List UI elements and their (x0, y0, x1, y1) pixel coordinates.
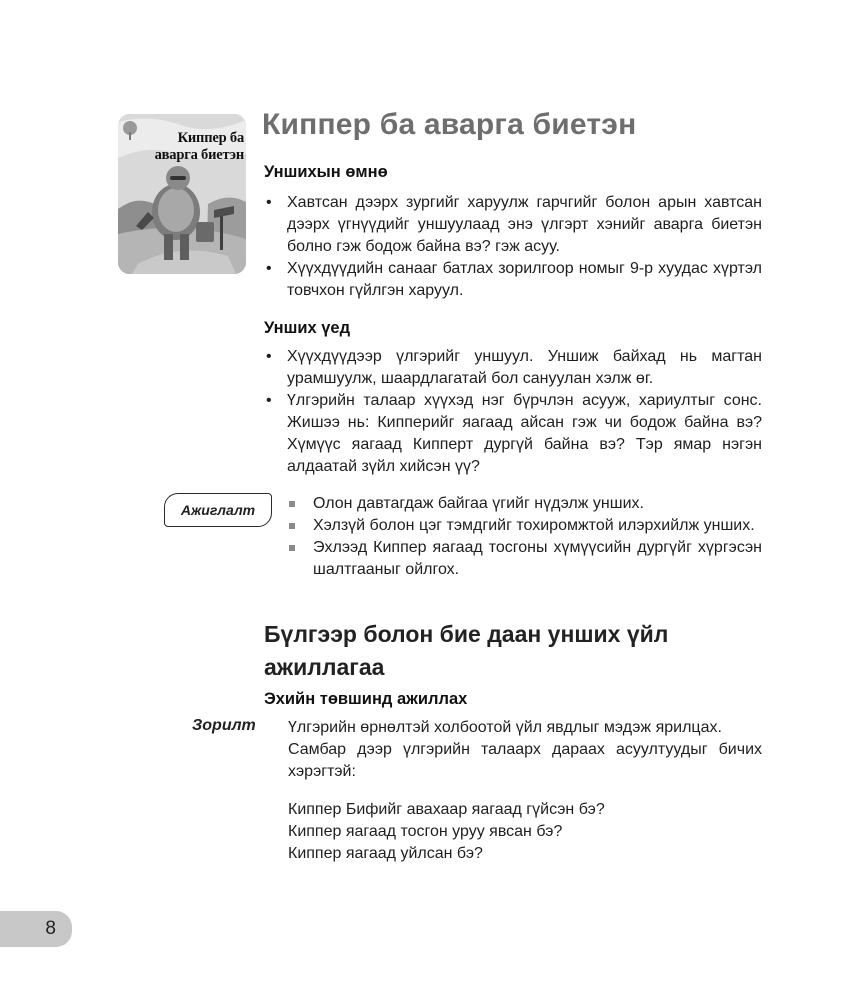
section-heading: Бүлгээр болон бие даан унших үйл ажиллагаа (264, 621, 669, 680)
section-subheading: Эхийн төвшинд ажиллах (264, 690, 468, 708)
book-cover-image (118, 114, 246, 274)
page-title: Киппер ба аварга биетэн (262, 108, 637, 141)
before-reading-heading: Уншихын өмнө (264, 163, 388, 181)
question-item: Киппер Бифийг авахаар яагаад гүйсэн бэ? (288, 801, 605, 818)
list-item: • Хүүхдүүдийн санааг батлах зорилгоор номыг 9-р хуудас хүртэл товчхон гүйлгэн харуул. (264, 258, 762, 302)
cover-title-line: Киппер ба (177, 130, 244, 146)
page-number: 8 (0, 911, 72, 947)
cover-title (136, 130, 244, 164)
cover-title-line: аварга биетэн (154, 147, 244, 163)
list-item: Эхлээд Киппер яагаад тосгоны хүмүүсийн дургүйг хүргэсэн шалтгааныг ойлгох. (288, 537, 762, 581)
during-reading-list (264, 346, 762, 478)
before-reading-list (264, 192, 762, 302)
list-item: • Үлгэрийн талаар хүүхэд нэг бүрчлэн асууж, хариултыг сонс. Жишээ нь: Кипперийг яагаад айсан гэж чи бодож байна вэ? Хүмүүс яагаад Кипперт дургүй байна вэ? Тэр ямар нэгэн алдаатай зүйл хийсэн үү? (264, 390, 762, 478)
question-item: Киппер яагаад уйлсан бэ? (288, 845, 483, 862)
list-item: • Хүүхдүүдээр үлгэрийг уншуул. Уншиж байхад нь магтан урамшуулж, шаардлагатай бол сануулан хэлж өг. (264, 346, 762, 390)
instruction-text: Самбар дээр үлгэрийн талаарх дараах асуултуудыг бичих хэрэгтэй: (288, 741, 762, 780)
list-item: Олон давтагдаж байгаа үгийг нүдэлж унших. (288, 493, 762, 515)
during-reading-heading: Унших үед (264, 319, 351, 337)
activity-label-badge: Ажиглалт (164, 493, 272, 527)
activity-list (288, 493, 762, 581)
list-item: Хэлзүй болон цэг тэмдгийг тохиромжтой илэрхийлж унших. (288, 515, 762, 537)
question-item: Киппер яагаад тосгон уруу явсан бэ? (288, 823, 563, 840)
goal-body (288, 717, 762, 865)
goal-label: Зорилт (192, 717, 256, 734)
goal-text: Үлгэрийн өрнөлтэй холбоотой үйл явдлыг мэдэж ярилцах. (288, 719, 722, 736)
list-item: • Хавтсан дээрх зургийг харуулж гарчгийг болон арын хавтсан дээрх үгнүүдийг уншуулаад энэ үлгэрт хэнийг аварга биетэн болно гэж бодож байна вэ? гэж асуу. (264, 192, 762, 258)
